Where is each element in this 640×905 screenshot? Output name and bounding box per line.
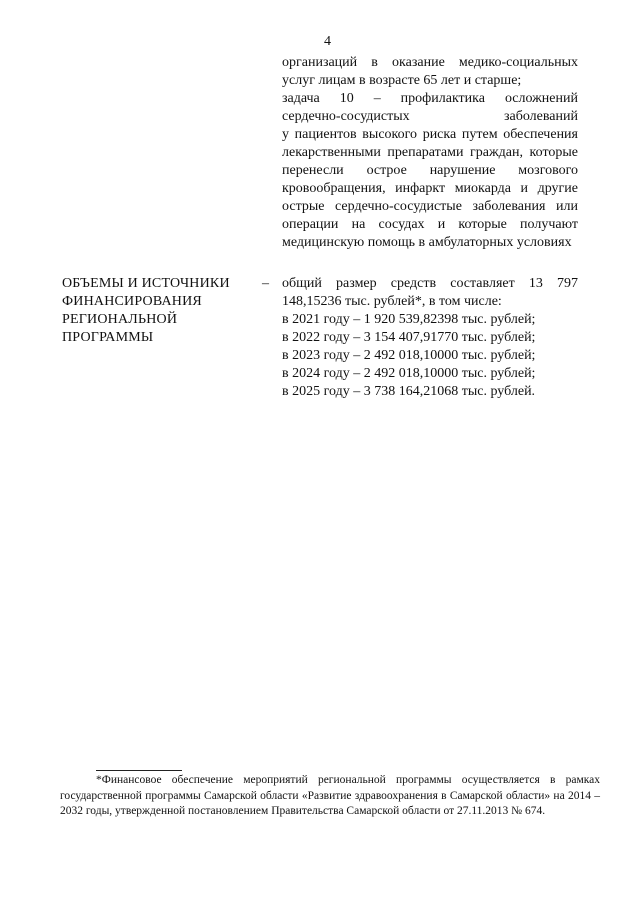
funding-details: [282, 275, 578, 401]
funding-year-2022: в 2022 году – 3 154 407,91770 тыс. рублей;: [282, 330, 536, 345]
task10-line-2: сердечно-сосудистых заболеваний: [282, 109, 578, 124]
footnote-divider: [96, 770, 182, 771]
task10-line-1: задача 10 – профилактика осложнений: [282, 91, 578, 106]
funding-year-2021: в 2021 году – 1 920 539,82398 тыс. рублей;: [282, 312, 536, 327]
label-dash: –: [262, 276, 269, 291]
funding-total: общий размер средств составляет 13 797 148,15236 тыс. рублей*, в том числе:: [282, 276, 578, 309]
funding-year-2024: в 2024 году – 2 492 018,10000 тыс. рублей;: [282, 366, 536, 381]
funding-year-2023: в 2023 году – 2 492 018,10000 тыс. рублей;: [282, 348, 536, 363]
task-paragraph-end: организаций в оказание медико-социальных услуг лицам в возрасте 65 лет и старше;: [282, 55, 578, 88]
funding-section-label: ОБЪЕМЫ И ИСТОЧНИКИ ФИНАНСИРОВАНИЯ РЕГИОНАЛЬНОЙ ПРОГРАММЫ: [62, 276, 230, 345]
program-tasks-text: [282, 54, 578, 252]
page-number: 4: [324, 34, 331, 49]
footnote: *Финансовое обеспечение мероприятий региональной программы осуществляется в рамках государственной программы Самарской области «Развитие здравоохранения в Самарской области» на 2014 – 2032 годы, утвержденной постановлением Правительства Самарской области от 27.11.2013 № 674.: [60, 774, 600, 817]
funding-year-2025: в 2025 году – 3 738 164,21068 тыс. рублей.: [282, 384, 536, 399]
task10-paragraph: у пациентов высокого риска путем обеспечения лекарственными препаратами граждан, которые перенесли острое нарушение мозгового кровообращения, инфаркт миокарда и другие острые сердечно-сосудистые заболевания или операции на сосудах и которые получают медицинскую помощь в амбулаторных условиях: [282, 127, 578, 250]
